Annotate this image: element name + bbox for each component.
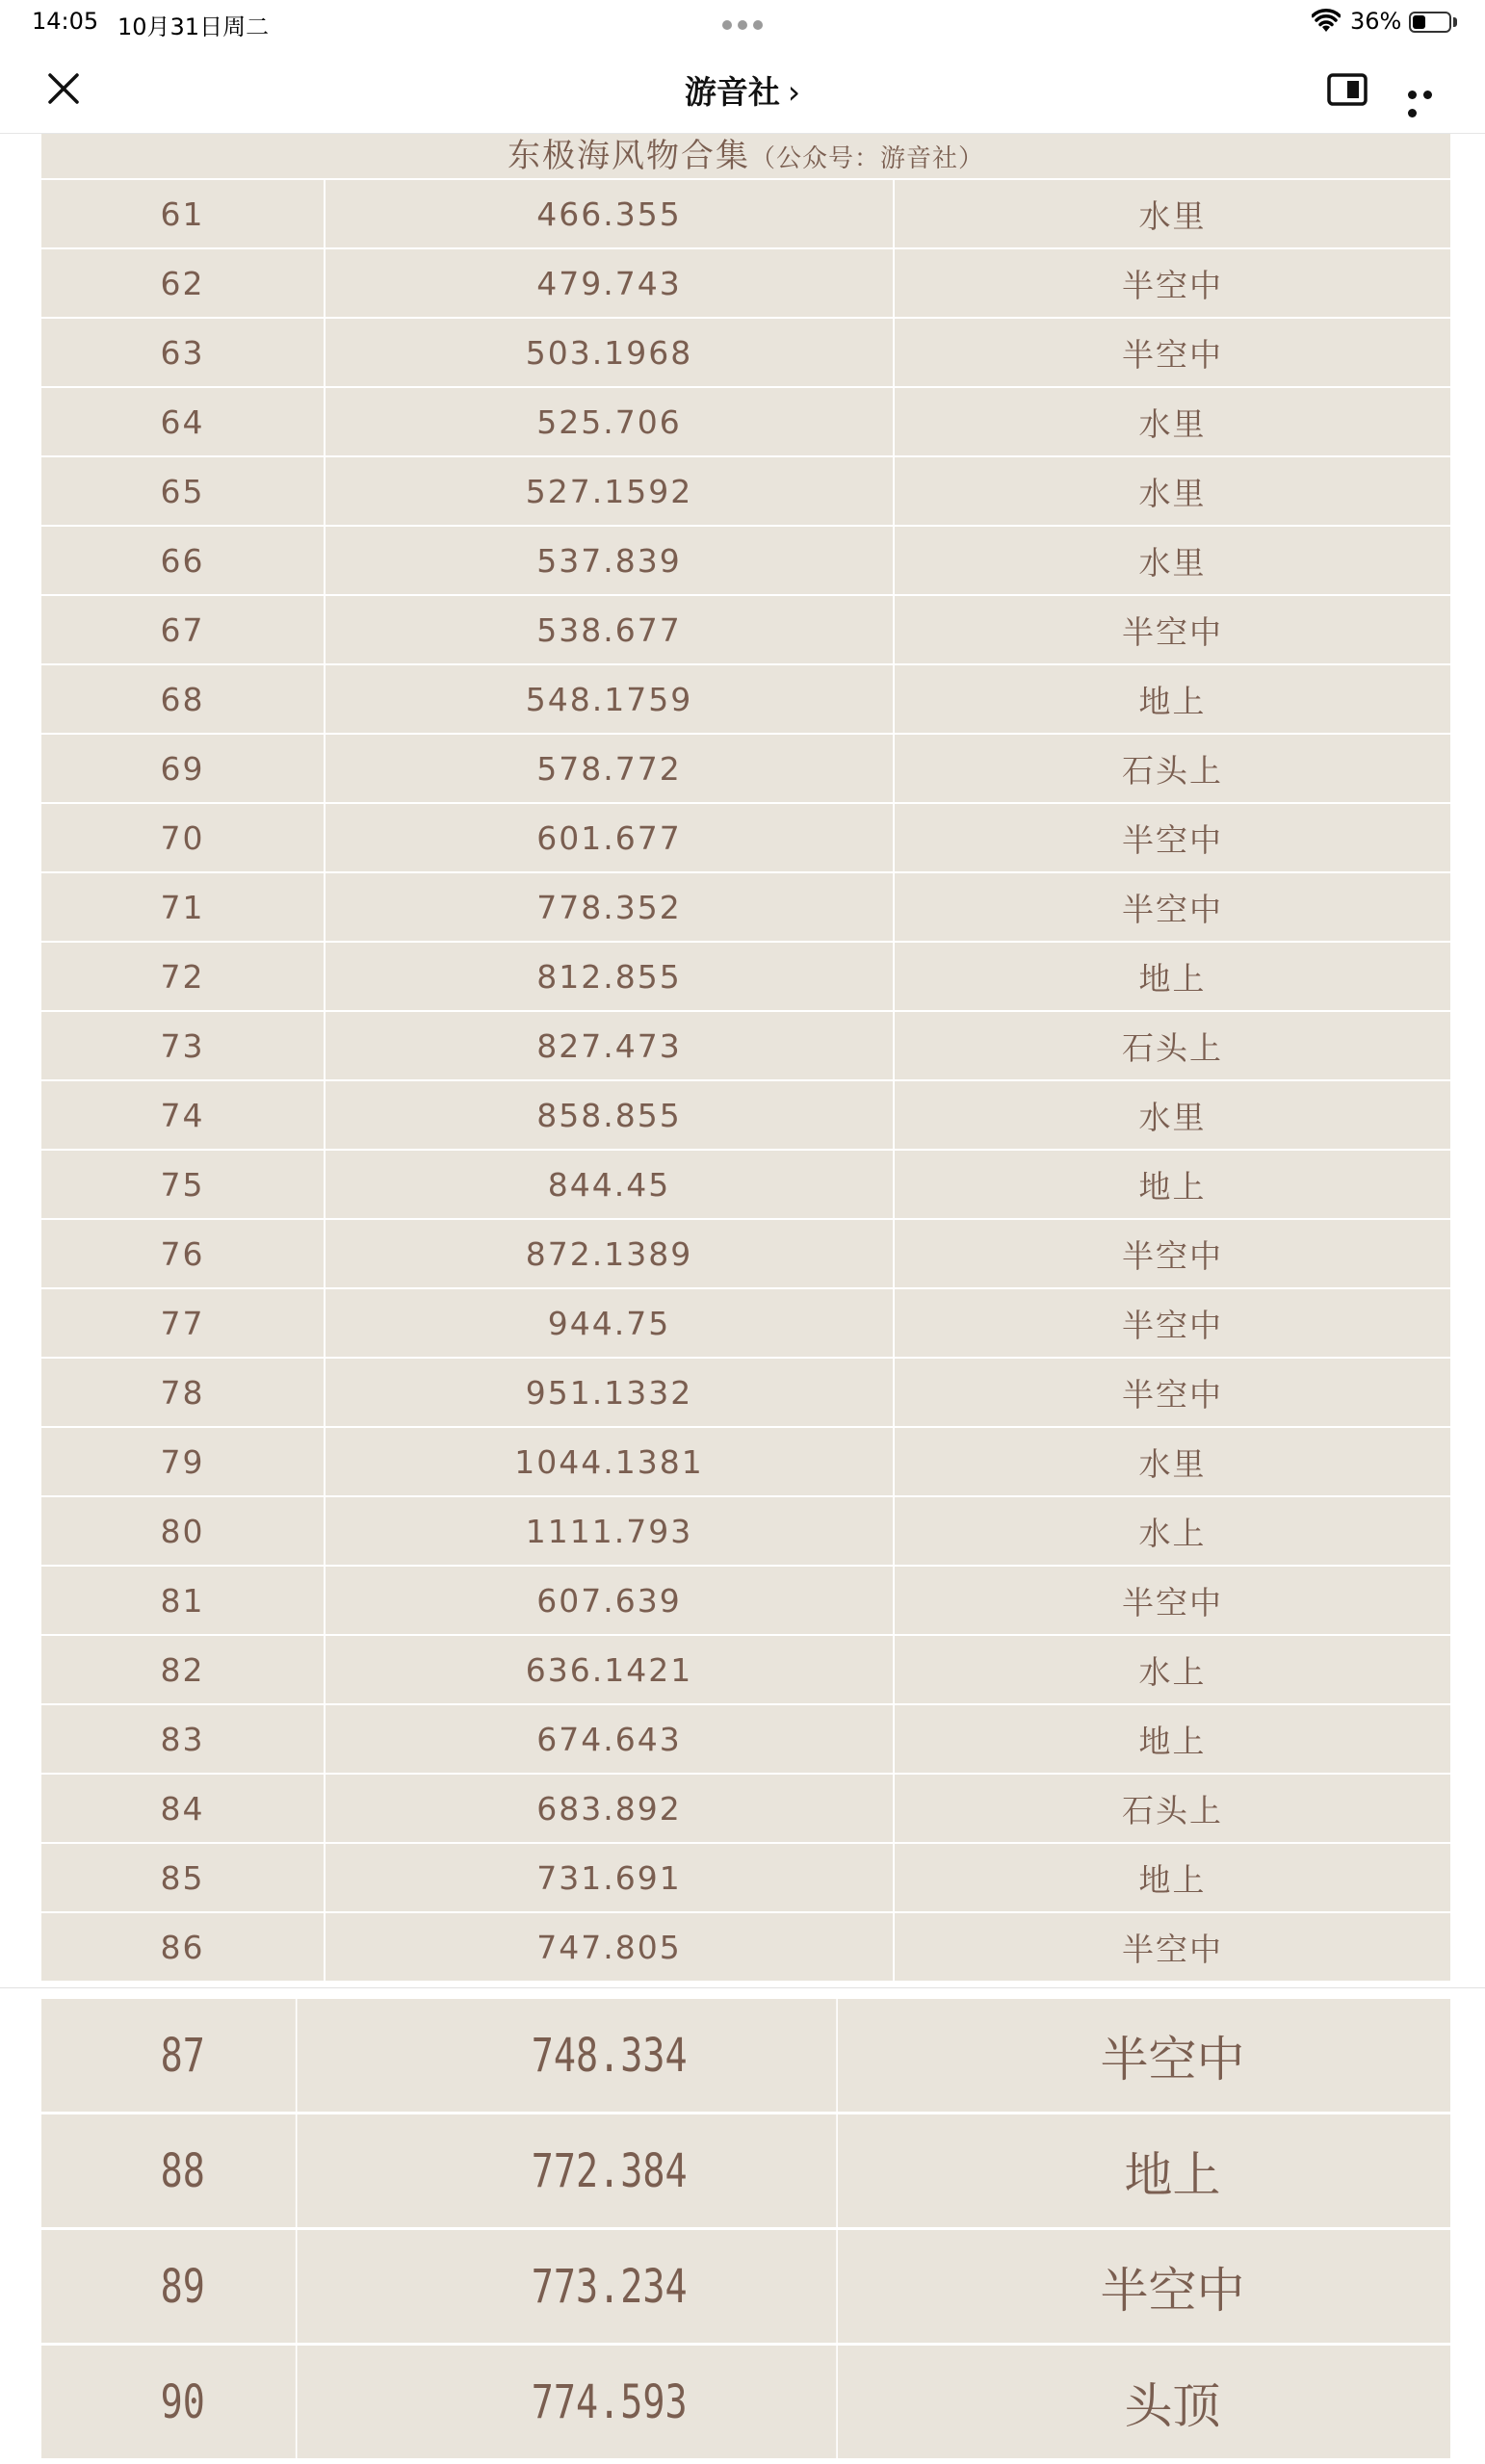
table-row (41, 1844, 1450, 1913)
row-value: 683.892 (326, 1775, 895, 1842)
row-number: 67 (41, 596, 326, 663)
row-value: 1111.793 (326, 1497, 895, 1565)
table-row (41, 735, 1450, 804)
row-value: 844.45 (326, 1151, 895, 1218)
table-row (41, 457, 1450, 527)
row-value: 503.1968 (326, 319, 895, 386)
row-number: 68 (41, 665, 326, 733)
row-place: 半空中 (1122, 612, 1223, 651)
row-place: 半空中 (1122, 335, 1223, 374)
row-number: 62 (41, 249, 326, 317)
row-number: 89 (70, 2230, 298, 2343)
more-icon[interactable] (1408, 85, 1452, 94)
row-value: 538.677 (326, 596, 895, 663)
page-title[interactable] (0, 67, 1485, 113)
table-row (41, 1012, 1450, 1081)
row-value: 731.691 (326, 1844, 895, 1911)
row-number: 75 (41, 1151, 326, 1218)
navigation-bar (0, 44, 1485, 134)
row-number: 61 (41, 180, 326, 247)
row-place: 水里 (1138, 543, 1207, 582)
wifi-icon (1312, 9, 1341, 34)
row-place: 半空中 (1100, 2262, 1245, 2319)
row-place: 半空中 (1122, 1236, 1223, 1275)
table-body-large (41, 1999, 1450, 2461)
article-content[interactable] (0, 134, 1485, 2464)
row-value: 951.1332 (326, 1359, 895, 1426)
table-row (41, 665, 1450, 735)
table-row (41, 1151, 1450, 1220)
multitasking-dots-icon[interactable] (722, 15, 769, 27)
row-place: 地上 (1124, 2146, 1221, 2203)
battery-level-fill (1413, 15, 1425, 29)
row-value: 525.706 (326, 388, 895, 455)
row-number: 83 (41, 1705, 326, 1773)
table-row (41, 319, 1450, 388)
row-place: 水上 (1138, 1652, 1207, 1691)
table-row (41, 1775, 1450, 1844)
row-number: 65 (41, 457, 326, 525)
row-place: 半空中 (1122, 266, 1223, 304)
table-row (41, 2230, 1450, 2346)
row-place: 地上 (1138, 1722, 1207, 1760)
row-value: 774.593 (382, 2346, 838, 2458)
row-number: 77 (41, 1289, 326, 1357)
row-number: 63 (41, 319, 326, 386)
row-number: 85 (41, 1844, 326, 1911)
row-place: 半空中 (1122, 1930, 1223, 1968)
row-number: 86 (41, 1913, 326, 1981)
row-number: 78 (41, 1359, 326, 1426)
row-value: 748.334 (382, 1999, 838, 2112)
split-view-icon[interactable] (1327, 73, 1368, 106)
table-row (41, 1289, 1450, 1359)
table-row (41, 1497, 1450, 1567)
table-row (41, 873, 1450, 943)
battery-tip (1453, 17, 1457, 27)
row-value: 674.643 (326, 1705, 895, 1773)
table-row (41, 1081, 1450, 1151)
table-row (41, 2346, 1450, 2461)
row-place: 地上 (1138, 959, 1207, 998)
chevron-right-icon[interactable]: › (787, 73, 801, 111)
table-row (41, 1220, 1450, 1289)
table-row (41, 1428, 1450, 1497)
row-value: 578.772 (326, 735, 895, 802)
row-number: 69 (41, 735, 326, 802)
row-number: 87 (70, 1999, 298, 2112)
row-value: 827.473 (326, 1012, 895, 1079)
battery-percent: 36% (1350, 8, 1402, 35)
status-time: 14:05 (32, 8, 99, 35)
row-value: 527.1592 (326, 457, 895, 525)
row-place: 水里 (1138, 196, 1207, 235)
row-place: 半空中 (1122, 1306, 1223, 1344)
row-value: 778.352 (326, 873, 895, 941)
row-number: 74 (41, 1081, 326, 1149)
row-place: 水里 (1138, 1444, 1207, 1483)
row-place: 水里 (1138, 1098, 1207, 1136)
table-row (41, 596, 1450, 665)
row-number: 71 (41, 873, 326, 941)
row-place: 半空中 (1122, 890, 1223, 928)
table-row (41, 249, 1450, 319)
row-number: 82 (41, 1636, 326, 1703)
row-value: 548.1759 (326, 665, 895, 733)
status-bar (0, 0, 1485, 44)
table-title-text: 东极海风物合集 (507, 137, 750, 175)
row-number: 72 (41, 943, 326, 1010)
row-number: 79 (41, 1428, 326, 1495)
row-value: 773.234 (382, 2230, 838, 2343)
table-row (41, 1636, 1450, 1705)
row-number: 70 (41, 804, 326, 871)
row-place: 半空中 (1122, 820, 1223, 859)
row-number: 84 (41, 1775, 326, 1842)
row-number: 90 (70, 2346, 298, 2458)
table-row (41, 2114, 1450, 2230)
table-subtitle: （公众号：游音社） (749, 144, 984, 173)
row-number: 64 (41, 388, 326, 455)
row-place: 石头上 (1122, 1028, 1223, 1067)
data-table (41, 134, 1450, 1983)
table-row (41, 1359, 1450, 1428)
page-title-text[interactable]: 游音社 (684, 73, 780, 111)
table-row (41, 1705, 1450, 1775)
row-value: 747.805 (326, 1913, 895, 1981)
row-number: 73 (41, 1012, 326, 1079)
row-number: 80 (41, 1497, 326, 1565)
row-place: 半空中 (1122, 1583, 1223, 1621)
table-body (41, 180, 1450, 1983)
row-value: 1044.1381 (326, 1428, 895, 1495)
row-value: 607.639 (326, 1567, 895, 1634)
row-value: 479.743 (326, 249, 895, 317)
table-row (41, 804, 1450, 873)
row-place: 水上 (1138, 1514, 1207, 1552)
row-value: 636.1421 (326, 1636, 895, 1703)
row-value: 872.1389 (326, 1220, 895, 1287)
row-place: 地上 (1138, 1167, 1207, 1206)
table-title (41, 134, 1450, 180)
row-place: 半空中 (1100, 2031, 1245, 2088)
table-row (41, 1567, 1450, 1636)
row-place: 水里 (1138, 474, 1207, 512)
row-value: 858.855 (326, 1081, 895, 1149)
row-place: 头顶 (1124, 2377, 1221, 2434)
row-value: 601.677 (326, 804, 895, 871)
row-value: 812.855 (326, 943, 895, 1010)
row-place: 水里 (1138, 404, 1207, 443)
row-number: 66 (41, 527, 326, 594)
battery-icon (1409, 12, 1451, 33)
data-table-continued (41, 1999, 1450, 2461)
row-number: 88 (70, 2114, 298, 2227)
row-value: 772.384 (382, 2114, 838, 2227)
row-number: 81 (41, 1567, 326, 1634)
status-date: 10月31日周二 (117, 13, 270, 40)
table-row (41, 1999, 1450, 2114)
table-row (41, 1913, 1450, 1983)
table-row (41, 180, 1450, 249)
row-place: 地上 (1138, 682, 1207, 720)
table-row (41, 527, 1450, 596)
row-number: 76 (41, 1220, 326, 1287)
table-row (41, 943, 1450, 1012)
table-row (41, 388, 1450, 457)
row-value: 537.839 (326, 527, 895, 594)
row-place: 半空中 (1122, 1375, 1223, 1414)
row-place: 石头上 (1122, 1791, 1223, 1829)
row-place: 地上 (1138, 1860, 1207, 1899)
row-value: 466.355 (326, 180, 895, 247)
row-place: 石头上 (1122, 751, 1223, 790)
row-value: 944.75 (326, 1289, 895, 1357)
